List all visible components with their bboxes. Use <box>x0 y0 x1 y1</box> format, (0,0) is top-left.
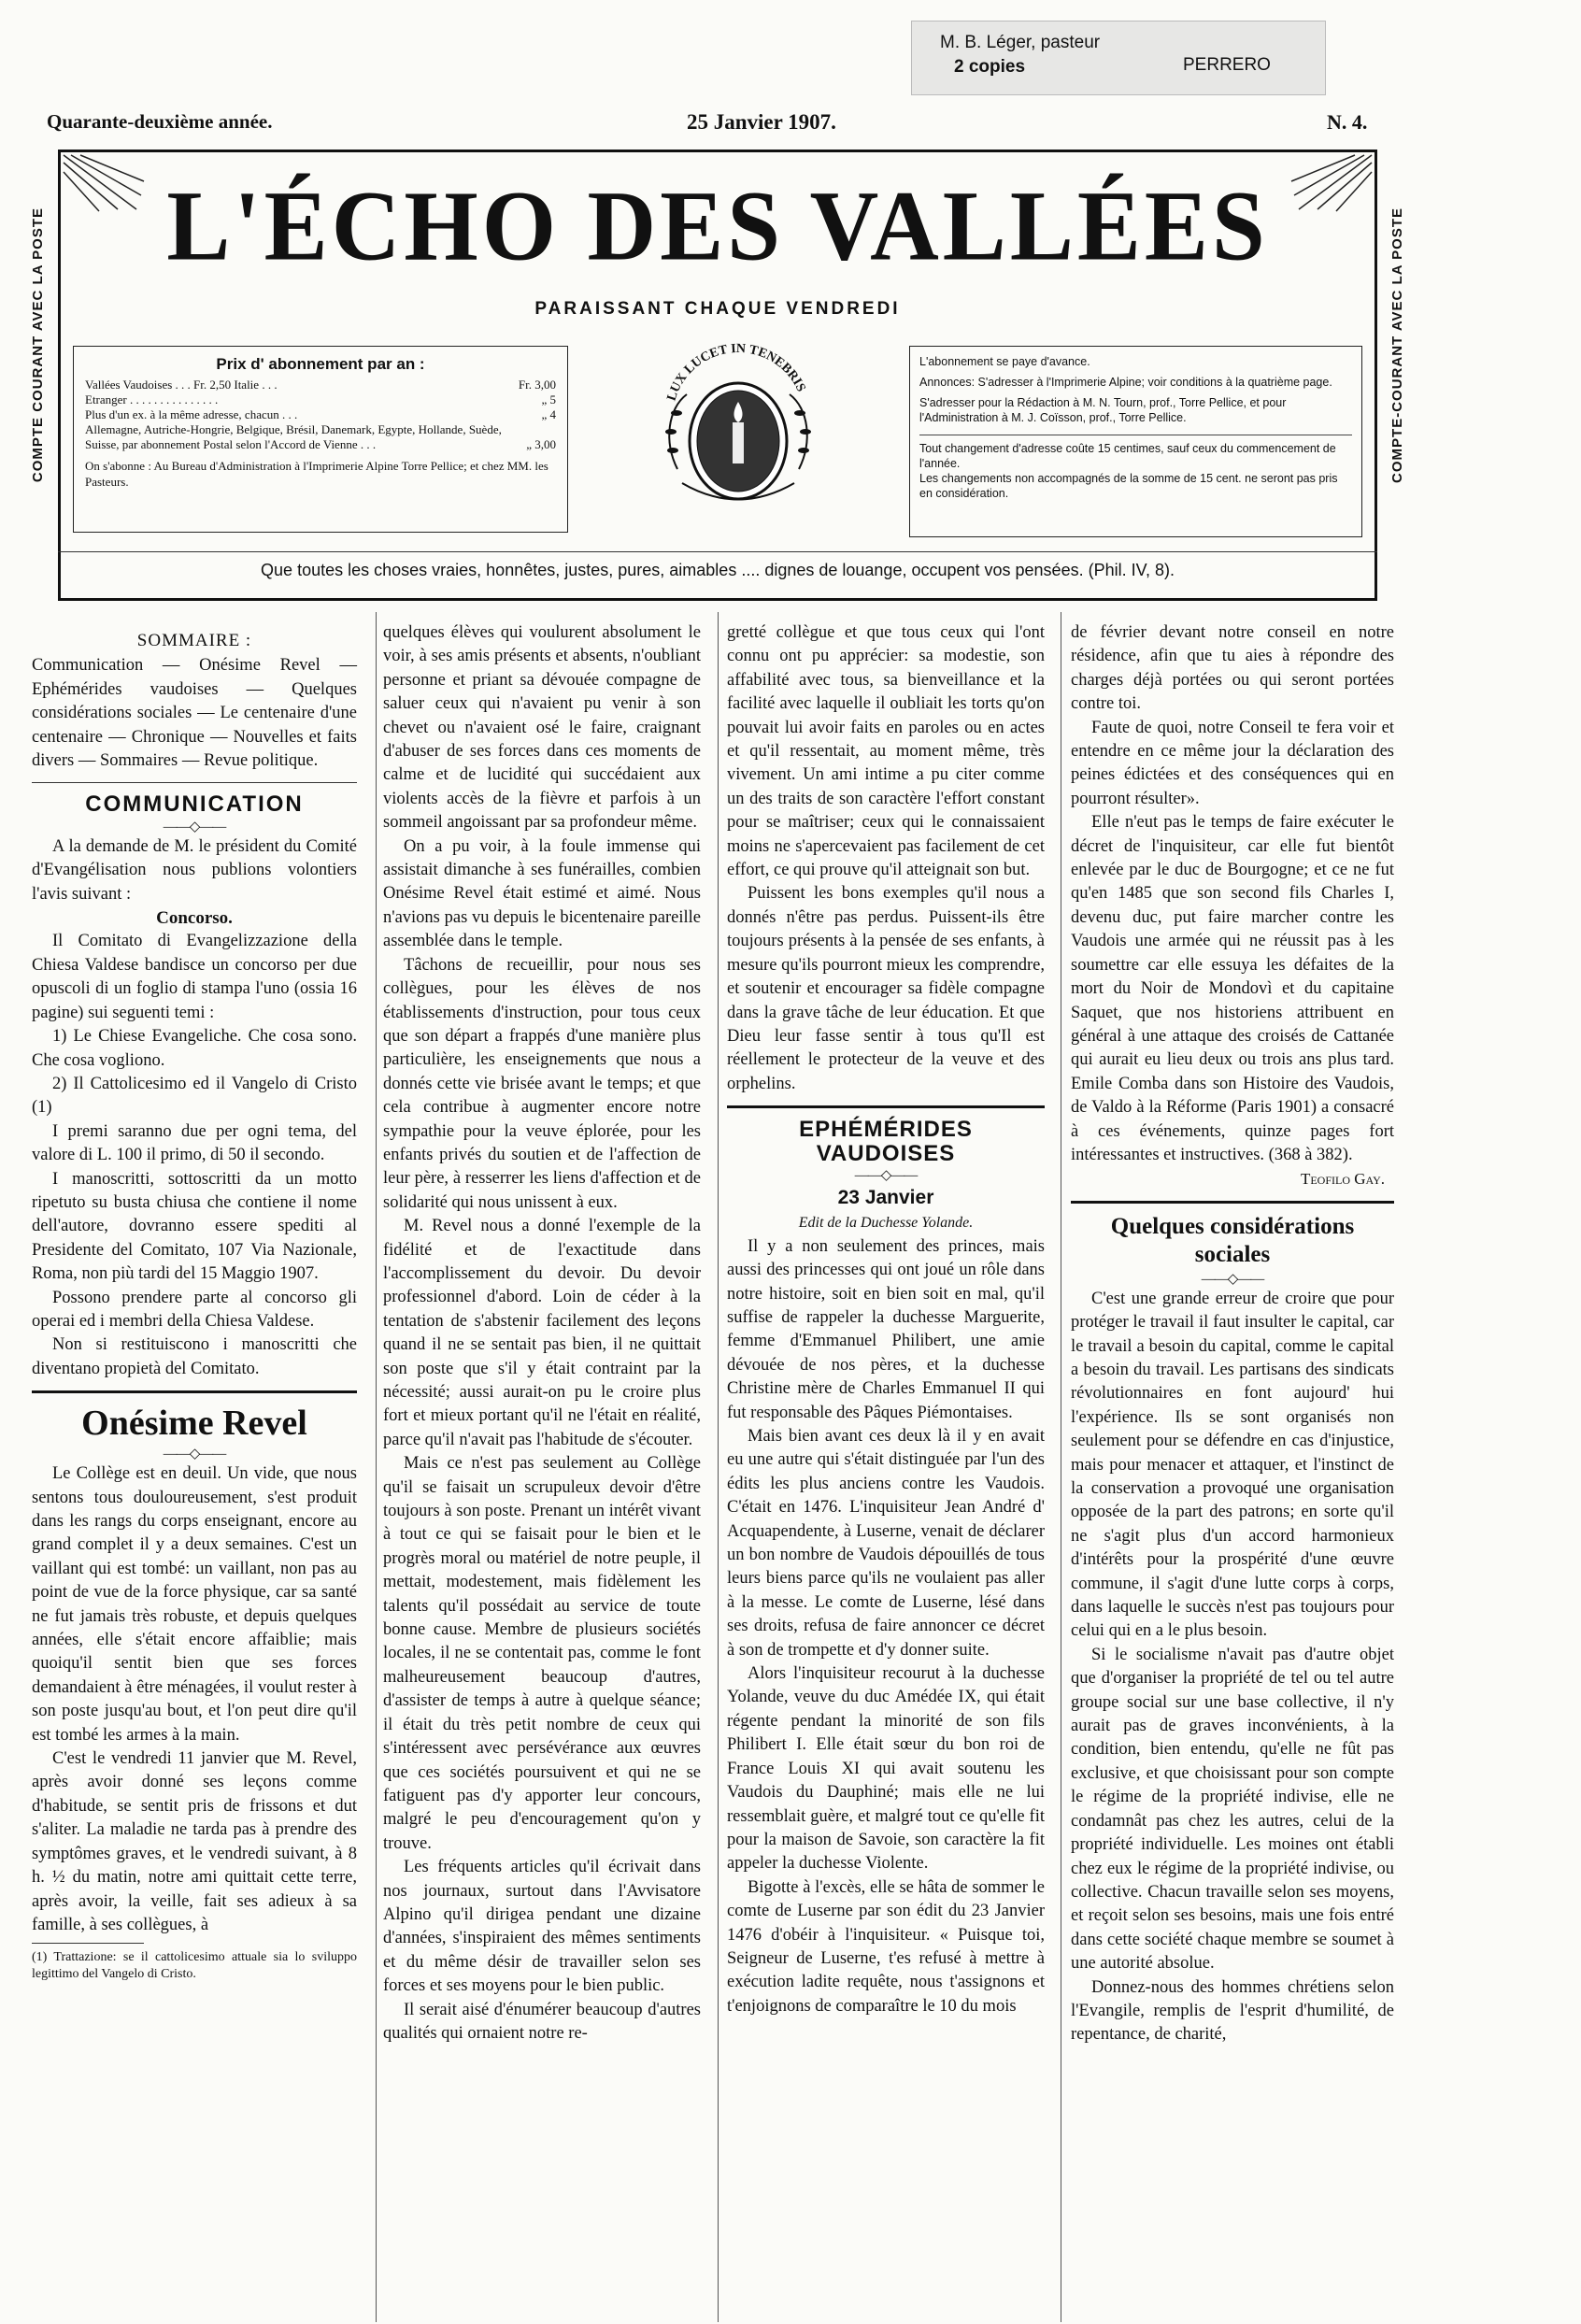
column-2 <box>383 621 701 2046</box>
ephemerides-continued: de février devant notre conseil en notre résidence, afin que tu aies à répondre des charges déjà portées ou qui seront portées contre toi. <box>1071 623 1394 714</box>
concorso-para: Possono prendere parte al concorso gli operai ed i membri della Chiesa Valdese. <box>32 1288 357 1331</box>
ephemerides-para: Alors l'inquisiteur recourut à la duchesse Yolande, veuve du duc Amédée IX, qui était régente pendant la minorité de son fils Philibert I. Elle était sœur du bon roi de France Louis XI qui avait soutenu les Vaudois du Dauphiné; mais elle ne lui ressemblait guère, et malgré tout ce qu'elle fit pour la maison de Savoie, son caractère la fit appeler la duchesse Violente. <box>727 1664 1045 1874</box>
subscription-box <box>73 346 568 533</box>
revel-para: On a pu voir, à la foule immense qui assistait dimanche à ses funérailles, combien Onésime Revel était estimé et aimé. Nous n'avions pas vu depuis le bicentenaire pareille assemblée dans le temple. <box>383 836 701 951</box>
stamp-line-3: PERRERO <box>1183 55 1271 75</box>
sommaire-text: Communication — Onésime Revel — Ephémérides vaudoises — Quelques considérations sociales — Le centenaire d'une centenaire — Chronique — Nouvelles et faits divers — Sommaires — Revue politique. <box>32 656 357 771</box>
subscription-label: Allemagne, Autriche-Hongrie, Belgique, Brésil, Danemark, Egypte, Hollande, Suède, Suisse, par abonnement Postal selon l'Accord de Vienne . . . <box>85 422 502 451</box>
notice-change-fee: Les changements non accompagnés de la somme de 15 cent. ne seront pas pris en considération. <box>919 472 1338 500</box>
subscription-row <box>85 407 556 422</box>
divider <box>32 1390 357 1393</box>
ornament: ——◇—— <box>854 1167 918 1183</box>
social-para: Donnez-nous des hommes chrétiens selon l'Evangile, remplis de l'esprit d'humilité, de repentance, de charité, <box>1071 1977 1394 2045</box>
lux-lucet-emblem <box>635 329 841 535</box>
column-rule <box>718 612 719 2322</box>
subscription-label: Etranger . . . . . . . . . . . . . . . <box>85 392 219 406</box>
newspaper-title: L'ÉCHO DES VALLÉES <box>166 171 1269 282</box>
notice-ads: Annonces: S'adresser à l'Imprimerie Alpine; voir conditions à la quatrième page. <box>919 376 1332 389</box>
concorso-heading: Concorso. <box>156 908 233 929</box>
ephemerides-date: 23 Janvier <box>837 1186 934 1208</box>
ephemerides-para: Elle n'eut pas le temps de faire exécuter le décret de l'inquisiteur, car elle fut bientôt enlevée par le duc de Bourgogne; et ce ne fut qu'en 1485 que son second fils Charles I, devenu duc, put faire marcher contre les Vaudois une armée qui ne réussit pas à les soumettre car elle essuya les défaites de la mort du Noir de Mondovì et du capitaine Saquet, que nos historiens attribuent en général à une attaque des croisés de Cattanée qui aurait eu lieu deux ou trois ans plus tard. Emile Comba dans son Histoire des Vaudois, de Valdo à la Réforme (Paris 1901) a consacré à ces événements, quinze pages fort intéressantes et instructives. (368 à 382). <box>1071 813 1394 1164</box>
revel-para: M. Revel nous a donné l'exemple de la fidélité et de l'exactitude dans l'accomplissement du devoir. Du devoir professionnel d'abord. Loin de céder à la tentation de s'abstenir facilement des leçons quand il ne se sentait pas bien, il ne quittait son poste que s'il y était contraint par la nécessité; aussi aurait-on pu le croire plus fort et mieux portant qu'il ne l'était en réalité, parce qu'il n'avait pas l'habitude de s'écouter. <box>383 1217 701 1449</box>
ornament: ——◇—— <box>163 1447 226 1462</box>
revel-para: Tâchons de recueillir, pour nous ses collègues, pour les élèves de nos établissements d'instruction, pour tous ceux que son départ a frappés d'une manière plus particulière, les enseignements que nous a donnés cette vie brisée avant le temps; et que cela contribue à augmenter encore notre sympathie pour la veuve éplorée, pour les enfants privés du soutien et de l'affection de leur père, à resserrer les liens d'affection et de solidarité qui nous unissent à eux. <box>383 955 701 1212</box>
emblem-motto: LUX LUCET IN TENEBRIS <box>664 341 808 403</box>
concorso-para: 2) Il Cattolicesimo ed il Vangelo di Cristo (1) <box>32 1074 357 1118</box>
subscription-note: On s'abonne : Au Bureau d'Administration à l'Imprimerie Alpine Torre Pellice; et chez MM. les Pasteurs. <box>85 459 548 489</box>
subscription-table <box>85 378 556 452</box>
revel-para: Il serait aisé d'énumérer beaucoup d'autres qualités qui ornaient notre re- <box>383 2000 701 2043</box>
concorso-para: Il Comitato di Evangelizzazione della Chiesa Valdese bandisce un concorso per due opuscoli di un foglio di stampa l'uno (ossia 16 pagine) sui seguenti temi : <box>32 932 357 1022</box>
ephemerides-para: Bigotte à l'excès, elle se hâta de sommer le comte de Luserne par son édit du 23 Janvier 1476 d'obéir à l'inquisiteur. « Puisque toi, Seigneur de Luserne, t'es refusé à mettre à exécution ladite requête, nous t'assignons et t'enjoignons de comparaître le 10 du mois <box>727 1877 1045 2016</box>
column-rule <box>376 612 377 2322</box>
motto-rule <box>58 551 1377 552</box>
subscription-label: Vallées Vaudoises . . . Fr. 2,50 Italie . . . <box>85 378 278 392</box>
divider <box>32 782 357 783</box>
communication-intro: A la demande de M. le président du Comité d'Evangélisation nous publions volontiers l'avis suivant : <box>32 836 357 904</box>
revel-continued: quelques élèves qui voulurent absolument le voir, à ses amis présents et absents, n'oubliant personne et priant sa dévouée compagne de saluer ceux qui n'avaient pu venir à son chevet ou n'avaient osé le faire, craignant d'abuser de ses forces dans ces moments de calme et de lucidité qui succédaient aux violents accès de la fièvre et parfois à un sommeil angoissant par sa profondeur même. <box>383 623 701 833</box>
ephemerides-title: EPHÉMÉRIDES VAUDOISES <box>799 1117 973 1166</box>
signature: Teofilo Gay. <box>1300 1170 1385 1189</box>
notice-address-change: Tout changement d'adresse coûte 15 centimes, sauf ceux du commencement de l'année. <box>919 435 1352 471</box>
social-para: Si le socialisme n'avait pas d'autre objet que d'organiser la propriété de tel ou tel autre groupe social sur une base collective, il n'y aurait pas de graves inconvénients, à la condition, bien entendu, qu'elle ne fût pas exclusive, et que choisissant pour son compte le régime de la propriété indivise, elle ne condamnât pas chez les autres, celui de la propriété individuelle. Les moines ont établi chez eux le régime de la propriété indivise, ou collective. Chacun travaille selon ses moyens, et reçoit selon ses besoins, mais une fois entré dans cette société chaque membre se soumet à une autorité absolue. <box>1071 1645 1394 1974</box>
column-1 <box>32 621 357 1983</box>
column-4 <box>1071 621 1394 2047</box>
concorso-para: I manoscritti, sottoscritti da un motto ripetuto su busta chiusa che contiene il nome dell'autore, dovranno essere spediti al Presidente del Comitato, 107 Via Nazionale, Roma, non più tardi del 15 Maggio 1907. <box>32 1169 357 1284</box>
masthead-top-rule <box>58 150 1377 152</box>
notice-editorial: S'adresser pour la Rédaction à M. N. Tourn, prof., Torre Pellice, et pour l'Administration à M. J. Coïsson, prof., Torre Pellice. <box>919 396 1287 424</box>
ephemerides-subtitle: Edit de la Duchesse Yolande. <box>798 1215 974 1232</box>
side-text-left: COMPTE COURANT AVEC LA POSTE <box>30 207 46 483</box>
subscription-price: Fr. 3,00 <box>518 378 556 392</box>
revel-para: Mais ce n'est pas seulement au Collège qu'il se faisait un scrupuleux devoir d'être toujours à son poste. Prenant un intérêt vivant à tout ce qui se faisait pour le bien et le progrès moral ou matériel de notre peuple, il mettait, modestement, mais fidèlement les talents qu'il possédait au service de toute bonne cause. Membre de plusieurs sociétés locales, il ne se contentait pas, comme le font malheureusement beaucoup d'autres, d'assister de temps à autre à quelque séance; il était du très petit nombre de ceux qui s'intéressent avec persévérance aux œuvres que ces sociétés poursuivent et qui ne se fatiguent pas d'y apporter leur concours, malgré le peu d'encouragement qu'on y trouve. <box>383 1454 701 1853</box>
sommaire-title: SOMMAIRE : <box>136 631 252 650</box>
social-title: Quelques considérations sociales <box>1110 1213 1355 1267</box>
subscription-heading: Prix d' abonnement par an : <box>216 355 425 373</box>
ephemerides-para: Mais bien avant ces deux là il y en avait eu une autre qui s'était distinguée par l'un des édits les plus anciens contre les Vaudois. C'était en 1476. L'inquisiteur Jean André d' Acquapendente, à Luserne, venait de déclarer un bon nombre de Vaudois dépouillés de tous leurs biens parce qu'ils ne voulaient pas aller à la messe. Le comte de Luserne, lésé dans ses droits, refusa de faire annoncer ce décret à son de trompette et d'y donner suite. <box>727 1427 1045 1660</box>
subscription-price: „ 4 <box>541 407 556 421</box>
divider <box>727 1105 1045 1108</box>
subscription-row <box>85 422 556 452</box>
newspaper-subtitle: PARAISSANT CHAQUE VENDREDI <box>534 299 901 319</box>
revel-para: Le Collège est en deuil. Un vide, que nous sentons tous douloureusement, s'est produit dans les rangs du corps enseignant, encore au grand complet il y a deux semaines. C'est un vaillant qui est tombé: un vaillant, non pas au point de vue de la force physique, car sa santé ne fut jamais très robuste, et depuis quelques années, elle s'était encore affaiblie; mais quoiqu'il sentit bien que ses forces demandaient à être ménagées, il voulut rester à son poste jusqu'au bout, et l'on peut dire qu'il est tombé les armes à la main. <box>32 1464 357 1745</box>
concorso-para: I premi saranno due per ogni tema, del valore di L. 100 il primo, di 50 il secondo. <box>32 1121 357 1165</box>
revel-continued: gretté collègue et que tous ceux qui l'ont connu ont pu apprécier: sa modestie, son affabilité avec tous, sa bienveillance et la facilité avec laquelle il oubliait les torts qu'on pouvait lui avoir faits en paroles ou en actes et qu'il ressentait, au moment même, très vivement. Un ami intime a pu citer comme un des traits de son caractère l'effort constant pour se maîtriser; ceux qui le connaissaient moins ne s'apercevaient pas facilement de cet effort, ce qui prouve qu'il atteignait son but. <box>727 623 1045 880</box>
social-para: C'est une grande erreur de croire que pour protéger le travail il faut insulter le capital, car le travail a besoin du capital, comme le capital a besoin du travail. Les partisans des sindicats révolutionnaires en font aujourd' hui l'expérience. Ils se sont organisés non seulement pour se défendre en cas d'injustice, mais pour menacer et attaquer, et l'instinct de la conservation a provoqué une organisation opposée de la part des patrons; en sorte qu'il ne s'agit plus d'un accord harmonieux d'intérêts pour la prospérité d'une œuvre commune, il s'agit d'une lutte corps à corps, dans laquelle le succès n'est pas toujours pour celui qui en a le plus besoin. <box>1071 1289 1394 1641</box>
subscription-row <box>85 378 556 392</box>
column-3 <box>727 621 1045 2018</box>
masthead <box>26 142 1409 605</box>
motto: Que toutes les choses vraies, honnêtes, justes, pures, aimables .... dignes de louange, occupent vos pensées. (Phil. IV, 8). <box>261 561 1175 579</box>
issue-number: N. 4. <box>1327 110 1368 134</box>
subscription-label: Plus d'un ex. à la même adresse, chacun . . . <box>85 407 298 421</box>
subscription-row <box>85 392 556 407</box>
masthead-bottom-rule <box>58 598 1377 601</box>
ornament: ——◇—— <box>1201 1271 1264 1287</box>
footnote: (1) Trattazione: se il cattolicesimo attuale sia lo sviluppo legittimo del Vangelo di Cristo. <box>32 1950 357 1982</box>
concorso-para: 1) Le Chiese Evangeliche. Che cosa sono. Che cosa vogliono. <box>32 1027 357 1070</box>
stamp-line-1: M. B. Léger, pasteur <box>940 33 1101 52</box>
footnote-rule <box>32 1943 144 1944</box>
revel-para: Les fréquents articles qu'il écrivait dans nos journaux, surtout dans l'Avvisatore Alpino qu'il dirigea pendant une dizaine d'années, s'inspiraient des mêmes sentiments et du même désir de travailler selon ses forces et ses moyens pour le bien public. <box>383 1858 701 1996</box>
revel-para: C'est le vendredi 11 janvier que M. Revel, après avoir donné ses leçons comme d'habitude, se sentit pris de frissons et dut s'aliter. La maladie ne tarda pas à prendre des symptômes graves, et le vendredi suivant, à 8 h. ½ du matin, notre ami quittait cette terre, après avoir, la veille, fait ses adieux à sa famille, à ses collègues, à <box>32 1749 357 1934</box>
year-label: Quarante-deuxième année. <box>47 110 273 133</box>
ornament: ——◇—— <box>163 819 226 834</box>
communication-title: COMMUNICATION <box>85 791 304 818</box>
side-text-right: COMPTE-COURANT AVEC LA POSTE <box>1389 207 1405 483</box>
divider <box>1071 1201 1394 1204</box>
revel-title: Onésime Revel <box>81 1404 307 1444</box>
ephemerides-para: Faute de quoi, notre Conseil te fera voir et entendre en ce même jour la déclaration des peines édictées et des conséquences qui en pourront résulter». <box>1071 718 1394 808</box>
issue-date: 25 Janvier 1907. <box>687 110 836 134</box>
concorso-para: Non si restituiscono i manoscritti che diventano propietà del Comitato. <box>32 1335 357 1378</box>
address-stamp <box>911 21 1326 95</box>
subscription-price: „ 3,00 <box>526 437 556 451</box>
notices-box <box>909 346 1362 537</box>
subscription-price: „ 5 <box>541 392 556 406</box>
notice-advance: L'abonnement se paye d'avance. <box>919 355 1090 368</box>
revel-para: Puissent les bons exemples qu'il nous a donnés n'être pas perdus. Puissent-ils être toujours présents à la pensée de ses enfants, à mesure qu'ils pourront mieux les comprendre, et soutenir et encourager sa fidèle compagne dans la grave tâche de leur éducation. Et que Dieu leur fasse sentir à tous qu'Il est réellement le protecteur de la veuve et des orphelins. <box>727 884 1045 1093</box>
ephemerides-para: Il y a non seulement des princes, mais aussi des princesses qui ont joué un rôle dans notre histoire, soit en bien soit en mal, qu'il suffise de rappeler la duchesse Marguerite, femme d'Emmanuel Philibert, une amie dévouée de nos pères, et la duchesse Christine mère de Charles Emmanuel II qui fut responsable des Pâques Piémontaises. <box>727 1236 1045 1422</box>
stamp-line-2: 2 copies <box>954 57 1026 77</box>
